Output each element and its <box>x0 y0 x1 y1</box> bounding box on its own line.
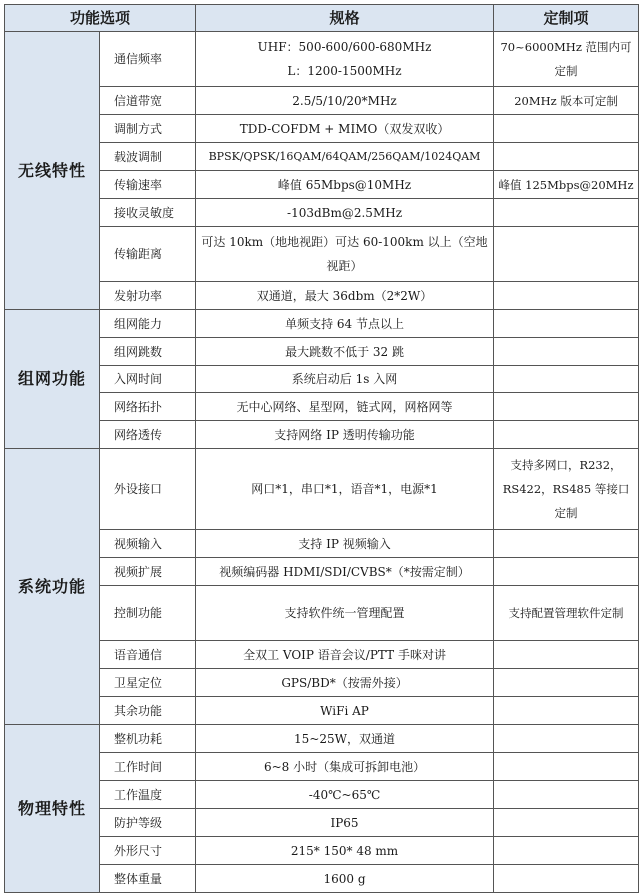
row-spec: 双通道，最大 36dbm（2*2W） <box>196 282 494 310</box>
table-row <box>5 32 639 87</box>
table-row <box>5 282 639 310</box>
row-item: 外形尺寸 <box>100 837 196 865</box>
row-custom: 峰值 125Mbps@20MHz <box>494 171 639 199</box>
table-row <box>5 697 639 725</box>
row-item: 载波调制 <box>100 143 196 171</box>
table-row <box>5 449 639 530</box>
table-row <box>5 586 639 641</box>
row-custom <box>494 227 639 282</box>
row-custom <box>494 115 639 143</box>
table-row <box>5 199 639 227</box>
row-custom <box>494 725 639 753</box>
row-item: 组网能力 <box>100 310 196 338</box>
row-item: 其余功能 <box>100 697 196 725</box>
table-row <box>5 393 639 421</box>
table-row <box>5 725 639 753</box>
table-row <box>5 310 639 338</box>
row-custom <box>494 809 639 837</box>
header-spec: 规格 <box>196 5 494 32</box>
table-row <box>5 641 639 669</box>
row-custom: 70~6000MHz 范围内可定制 <box>494 32 639 87</box>
row-custom <box>494 697 639 725</box>
row-spec: BPSK/QPSK/16QAM/64QAM/256QAM/1024QAM <box>196 143 494 171</box>
row-item: 整机功耗 <box>100 725 196 753</box>
category-networking: 组网功能 <box>5 310 100 449</box>
row-item: 通信频率 <box>100 32 196 87</box>
row-spec: IP65 <box>196 809 494 837</box>
row-item: 传输距离 <box>100 227 196 282</box>
row-item: 入网时间 <box>100 366 196 393</box>
header-custom: 定制项 <box>494 5 639 32</box>
table-row <box>5 421 639 449</box>
row-item: 传输速率 <box>100 171 196 199</box>
row-spec: 215* 150* 48 mm <box>196 837 494 865</box>
row-spec: 无中心网络、星型网，链式网，网格网等 <box>196 393 494 421</box>
table-row <box>5 366 639 393</box>
row-custom <box>494 310 639 338</box>
row-spec: 2.5/5/10/20*MHz <box>196 87 494 115</box>
table-row <box>5 115 639 143</box>
row-item: 视频扩展 <box>100 558 196 586</box>
row-spec: 支持 IP 视频输入 <box>196 530 494 558</box>
table-row <box>5 558 639 586</box>
table-row <box>5 143 639 171</box>
row-custom <box>494 837 639 865</box>
row-spec: 单频支持 64 节点以上 <box>196 310 494 338</box>
row-custom: 支持配置管理软件定制 <box>494 586 639 641</box>
row-custom <box>494 781 639 809</box>
row-spec: 可达 10km（地地视距）可达 60-100km 以上（空地视距） <box>196 227 494 282</box>
row-spec: UHF：500-600/600-680MHz L：1200-1500MHz <box>196 32 494 87</box>
row-custom <box>494 865 639 893</box>
row-spec: 1600 g <box>196 865 494 893</box>
row-custom <box>494 558 639 586</box>
row-custom: 20MHz 版本可定制 <box>494 87 639 115</box>
table-row <box>5 338 639 366</box>
row-item: 防护等级 <box>100 809 196 837</box>
row-spec: 6~8 小时（集成可拆卸电池） <box>196 753 494 781</box>
table-row <box>5 753 639 781</box>
row-spec: 系统启动后 1s 入网 <box>196 366 494 393</box>
row-custom <box>494 530 639 558</box>
row-spec: 支持软件统一管理配置 <box>196 586 494 641</box>
row-spec: WiFi AP <box>196 697 494 725</box>
row-item: 工作时间 <box>100 753 196 781</box>
row-item: 控制功能 <box>100 586 196 641</box>
table-header-row <box>5 5 639 32</box>
row-spec: -40℃~65℃ <box>196 781 494 809</box>
row-item: 整体重量 <box>100 865 196 893</box>
category-physical: 物理特性 <box>5 725 100 893</box>
category-wireless: 无线特性 <box>5 32 100 310</box>
row-item: 发射功率 <box>100 282 196 310</box>
row-item: 语音通信 <box>100 641 196 669</box>
row-spec: 最大跳数不低于 32 跳 <box>196 338 494 366</box>
row-custom <box>494 282 639 310</box>
row-custom <box>494 641 639 669</box>
table-row <box>5 227 639 282</box>
row-item: 接收灵敏度 <box>100 199 196 227</box>
row-item: 调制方式 <box>100 115 196 143</box>
table-row <box>5 865 639 893</box>
row-spec: 峰值 65Mbps@10MHz <box>196 171 494 199</box>
row-item: 视频输入 <box>100 530 196 558</box>
row-spec: 全双工 VOIP 语音会议/PTT 手咪对讲 <box>196 641 494 669</box>
row-item: 信道带宽 <box>100 87 196 115</box>
row-item: 网络透传 <box>100 421 196 449</box>
row-custom <box>494 421 639 449</box>
row-spec: -103dBm@2.5MHz <box>196 199 494 227</box>
row-item: 工作温度 <box>100 781 196 809</box>
row-spec: 支持网络 IP 透明传输功能 <box>196 421 494 449</box>
table-row <box>5 87 639 115</box>
row-custom <box>494 199 639 227</box>
category-system: 系统功能 <box>5 449 100 725</box>
row-item: 外设接口 <box>100 449 196 530</box>
row-item: 组网跳数 <box>100 338 196 366</box>
row-spec: 网口*1，串口*1，语音*1，电源*1 <box>196 449 494 530</box>
table-row <box>5 530 639 558</box>
row-spec: 视频编码器 HDMI/SDI/CVBS*（*按需定制） <box>196 558 494 586</box>
row-custom <box>494 366 639 393</box>
row-custom <box>494 669 639 697</box>
table-row <box>5 809 639 837</box>
row-item: 网络拓扑 <box>100 393 196 421</box>
row-spec: TDD-COFDM + MIMO（双发双收） <box>196 115 494 143</box>
row-custom <box>494 753 639 781</box>
row-custom: 支持多网口，R232，RS422，RS485 等接口定制 <box>494 449 639 530</box>
table-row <box>5 837 639 865</box>
table-row <box>5 669 639 697</box>
table-row <box>5 171 639 199</box>
row-custom <box>494 338 639 366</box>
row-spec: GPS/BD*（按需外接） <box>196 669 494 697</box>
table-row <box>5 781 639 809</box>
row-spec: 15~25W，双通道 <box>196 725 494 753</box>
spec-table <box>4 4 639 893</box>
row-custom <box>494 393 639 421</box>
row-item: 卫星定位 <box>100 669 196 697</box>
header-category: 功能选项 <box>5 5 196 32</box>
row-custom <box>494 143 639 171</box>
